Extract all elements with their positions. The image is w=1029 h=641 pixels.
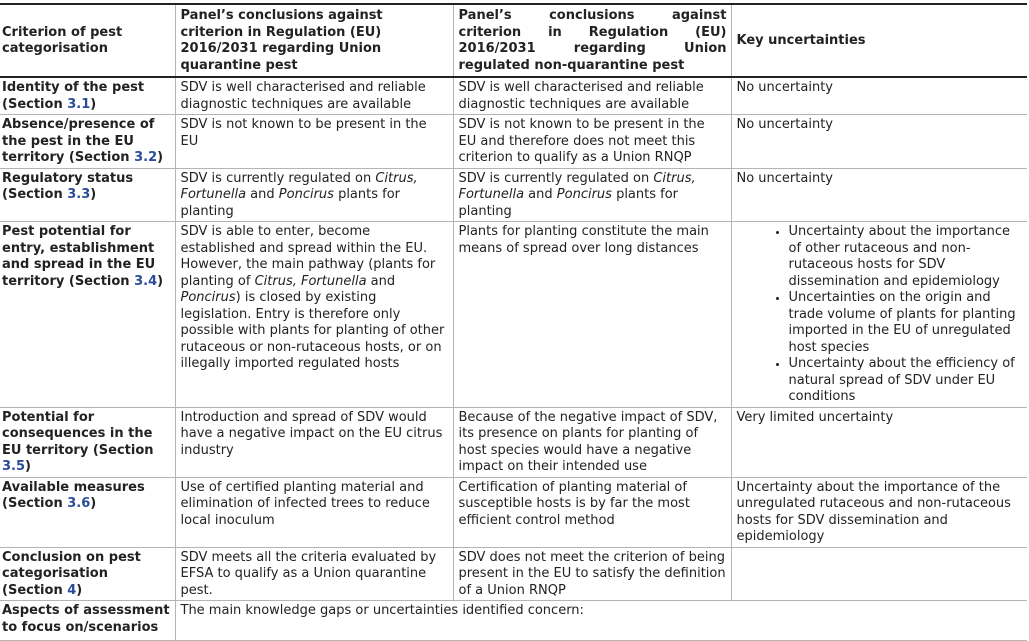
quarantine-cell: Use of certified planting material and elimination of infected trees to reduce local inoculum [175,477,453,547]
criterion-cell: Pest potential for entry, establishment and spread in the EU territory (Section 3.4) [0,222,175,408]
criterion-cell: Identity of the pest (Section 3.1) [0,77,175,115]
criterion-cell: Aspects of assessment to focus on/scenarios [0,601,175,641]
uncertainty-list [737,224,1024,406]
section-link[interactable]: 3.5 [2,459,26,474]
criterion-cell: Available measures (Section 3.6) [0,477,175,547]
table-row [0,477,1027,547]
table-body [0,77,1027,641]
quarantine-cell: SDV meets all the criteria evaluated by EFSA to qualify as a Union quarantine pest. [175,547,453,601]
section-link[interactable]: 4 [67,582,77,598]
table-row [0,168,1027,222]
table-row [0,77,1027,115]
rnqp-cell: Because of the negative impact of SDV, its presence on plants for planting of host species would have a negative impact on their intended use [453,407,731,477]
criterion-cell: Potential for consequences in the EU territory (Section 3.5) [0,407,175,477]
knowledge-gaps-cell: The main knowledge gaps or uncertainties identified concern: [175,601,1027,641]
list-item: • Uncertainty about the importance of other rutaceous and non-rutaceous hosts for SDV dissemination and epidemiology [789,224,1024,290]
uncertainty-cell: No uncertainty [731,115,1027,169]
header-criterion: Criterion of pest categorisation [0,4,175,77]
uncertainty-cell: Uncertainty about the importance of the unregulated rutaceous and non-rutaceous hosts for SDV dissemination and epidemiology [731,477,1027,547]
section-link[interactable]: 3.3 [67,187,91,202]
rnqp-cell: Plants for planting constitute the main means of spread over long distances [453,222,731,408]
table-row [0,601,1027,641]
list-item: • Uncertainties on the origin and trade volume of plants for planting imported in the EU of unregulated host species [789,290,1024,356]
conclusions-table [0,3,1027,641]
uncertainty-cell: No uncertainty [731,168,1027,222]
section-link[interactable]: 3.4 [134,273,158,289]
list-item: • Uncertainty about the efficiency of natural spread of SDV under EU conditions [789,356,1024,406]
table-row [0,547,1027,601]
rnqp-cell: SDV is not known to be present in the EU and therefore does not meet this criterion to qualify as a Union RNQP [453,115,731,169]
quarantine-cell: SDV is not known to be present in the EU [175,115,453,169]
table-row [0,115,1027,169]
uncertainty-cell [731,547,1027,601]
criterion-cell: Regulatory status (Section 3.3) [0,168,175,222]
quarantine-cell: SDV is able to enter, become established and spread within the EU. However, the main pathway (plants for planting of Citrus, Fortunella and Poncirus) is closed by existing legislation. Entry is therefore only possible with plants for planting of other rutaceous or non-rutaceous hosts, or on illegally imported regulated hosts [175,222,453,408]
criterion-cell: Absence/presence of the pest in the EU territory (Section 3.2) [0,115,175,169]
quarantine-cell: Introduction and spread of SDV would have a negative impact on the EU citrus industry [175,407,453,477]
uncertainty-cell: No uncertainty [731,77,1027,115]
rnqp-cell: SDV does not meet the criterion of being present in the EU to satisfy the definition of a Union RNQP [453,547,731,601]
rnqp-cell: Certification of planting material of susceptible hosts is by far the most efficient control method [453,477,731,547]
header-quarantine: Panel’s conclusions against criterion in Regulation (EU) 2016/2031 regarding Union quarantine pest [175,4,453,77]
section-link[interactable]: 3.1 [67,96,91,112]
rnqp-cell: SDV is well characterised and reliable diagnostic techniques are available [453,77,731,115]
table-row [0,407,1027,477]
section-link[interactable]: 3.2 [134,150,158,165]
table-row [0,222,1027,408]
header-uncertainties: Key uncertainties [731,4,1027,77]
criterion-cell: Conclusion on pest categorisation (Section 4) [0,547,175,601]
section-link[interactable]: 3.6 [67,496,91,511]
quarantine-cell: SDV is currently regulated on Citrus, Fortunella and Poncirus plants for planting [175,168,453,222]
uncertainty-cell: Very limited uncertainty [731,407,1027,477]
uncertainty-cell [731,222,1027,408]
header-rnqp: Panel’s conclusions against criterion in Regulation (EU) 2016/2031 regarding Union regulated non-quarantine pest [453,4,731,77]
quarantine-cell: SDV is well characterised and reliable diagnostic techniques are available [175,77,453,115]
table-header [0,4,1027,77]
rnqp-cell: SDV is currently regulated on Citrus, Fortunella and Poncirus plants for planting [453,168,731,222]
